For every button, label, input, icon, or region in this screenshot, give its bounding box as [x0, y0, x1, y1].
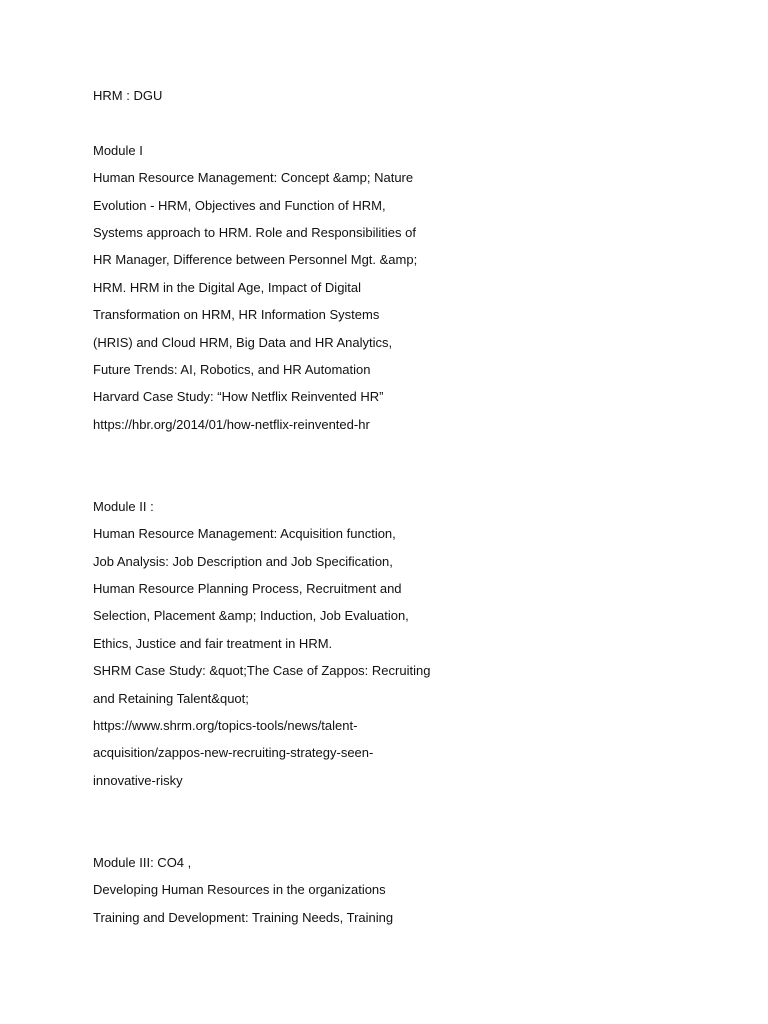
module-3-title: Module III: CO4 ,	[93, 854, 192, 870]
module-2-case-study: and Retaining Talent&quot;	[93, 690, 249, 706]
module-2-url: https://www.shrm.org/topics-tools/news/talent-	[93, 718, 358, 733]
module-2-line: Human Resource Management: Acquisition function,	[93, 526, 396, 542]
module-2-line: Human Resource Planning Process, Recruitment and	[93, 581, 402, 597]
module-2-url: innovative-risky	[93, 772, 183, 788]
module-1-line: Human Resource Management: Concept &amp; Nature	[93, 170, 414, 186]
module-2-line: Job Analysis: Job Description and Job Specification,	[93, 553, 393, 569]
module-2-line: Ethics, Justice and fair treatment in HRM.	[93, 635, 333, 651]
document-header: HRM : DGU	[93, 88, 163, 103]
spacer	[93, 438, 733, 493]
spacer	[93, 109, 733, 136]
module-1-line: HR Manager, Difference between Personnel Mgt. &amp;	[93, 252, 418, 268]
module-1-line: Evolution - HRM, Objectives and Function of HRM,	[93, 197, 386, 213]
module-1-url: https://hbr.org/2014/01/how-netflix-reinvented-hr	[93, 416, 370, 432]
module-1-line: HRM. HRM in the Digital Age, Impact of Digital	[93, 279, 362, 295]
module-3-line: Developing Human Resources in the organizations	[93, 882, 386, 898]
module-2-title: Module II :	[93, 498, 154, 514]
module-2-case-study: SHRM Case Study: &quot;The Case of Zappos: Recruiting	[93, 663, 431, 679]
spacer	[93, 794, 733, 849]
module-1-title: Module I	[93, 142, 143, 158]
module-1-case-study: Harvard Case Study: “How Netflix Reinvented HR”	[93, 389, 384, 405]
module-1-line: Future Trends: AI, Robotics, and HR Automation	[93, 361, 371, 377]
module-2-line: Selection, Placement &amp; Induction, Job Evaluation,	[93, 608, 409, 624]
module-3-line: Training and Development: Training Needs, Training	[93, 909, 394, 925]
module-2-url: acquisition/zappos-new-recruiting-strategy-seen-	[93, 745, 374, 761]
module-1-line: Systems approach to HRM. Role and Responsibilities of	[93, 224, 416, 240]
module-1-line: Transformation on HRM, HR Information Systems	[93, 307, 380, 323]
module-1-line: (HRIS) and Cloud HRM, Big Data and HR Analytics,	[93, 334, 393, 350]
document-page	[93, 82, 733, 931]
